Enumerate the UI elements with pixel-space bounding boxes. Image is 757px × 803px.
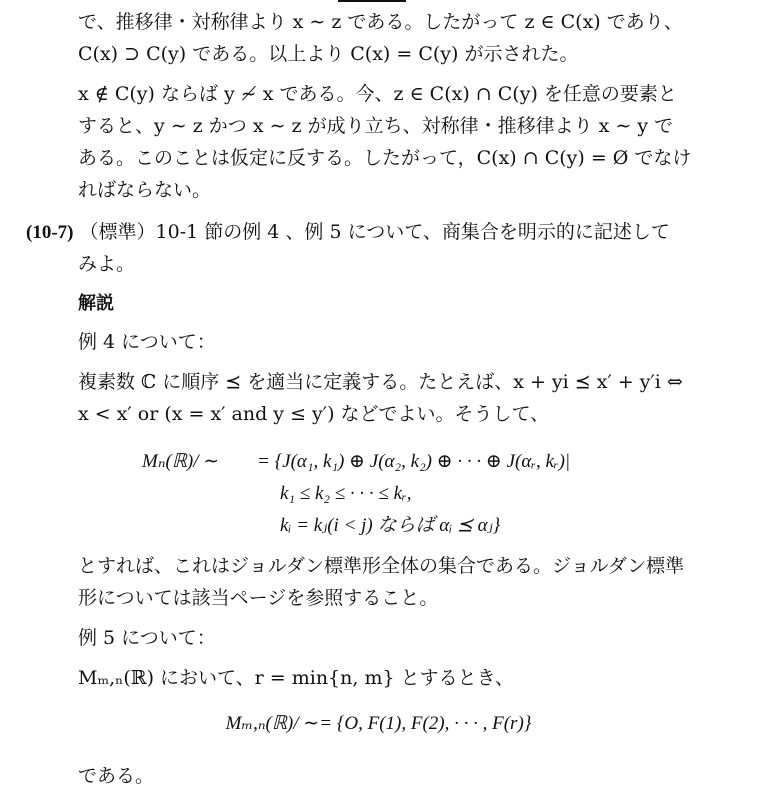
solution-heading: 解説 bbox=[78, 293, 114, 314]
text-line: ればならない。 bbox=[78, 179, 212, 201]
text-line: x < x′ or (x = x′ and y ≤ y′) などでよい。そうして、 bbox=[78, 403, 550, 425]
problem-text: （標準）10-1 節の例 4 、例 5 について、商集合を明示的に記述して bbox=[79, 221, 670, 243]
example5-body bbox=[78, 662, 708, 694]
eq1-row1: = {J(α₁, k₁) ⊕ J(α₂, k₂) ⊕ · · · ⊕ J(αᵣ, kᵣ)| bbox=[257, 451, 571, 472]
text-line: とすれば、これはジョルダン標準形全体の集合である。ジョルダン標準 bbox=[78, 555, 685, 577]
closing-paragraph bbox=[78, 760, 708, 792]
eq1-row2: k₁ ≤ k₂ ≤ · · · ≤ kᵣ, bbox=[280, 483, 412, 504]
eq1-lhs: Mₙ(ℝ)/ ∼ bbox=[142, 451, 220, 472]
text-line: Mₘ,ₙ(ℝ) において、r = min{n, m} とするとき、 bbox=[78, 667, 514, 689]
text-line: C(x) ⊃ C(y) である。以上より C(x) = C(y) が示された。 bbox=[78, 43, 579, 65]
proof-paragraph-2 bbox=[78, 78, 708, 206]
example4-body bbox=[78, 366, 708, 430]
closing-text: である。 bbox=[78, 765, 155, 787]
text-line: ある。このことは仮定に反する。したがって，C(x) ∩ C(y) = Ø でなけ bbox=[78, 147, 692, 169]
text-line: 複素数 ℂ に順序 ⪯ を適当に定義する。たとえば、x + yi ⪯ x′ + y′i ⇔ bbox=[78, 371, 683, 393]
example4-label: 例 4 について： bbox=[78, 331, 216, 353]
example4-section bbox=[78, 326, 708, 358]
text-line: で、推移律・対称律より x ∼ z である。したがって z ∈ C(x) であり、 bbox=[78, 11, 683, 33]
proof-paragraph-1 bbox=[78, 6, 708, 70]
text-line: 形については該当ページを参照すること。 bbox=[78, 587, 439, 609]
text-line: x ∉ C(y) ならば y ≁ x である。今、z ∈ C(x) ∩ C(y) を任意の要素と bbox=[78, 83, 677, 105]
after-equation-paragraph bbox=[78, 550, 708, 614]
problem-number: (10-7) bbox=[26, 222, 74, 243]
problem-10-7 bbox=[26, 216, 716, 280]
quotient-set-equation-2: Mₘ,ₙ(ℝ)/ ∼= {O, F(1), F(2), · · · , F(r)} bbox=[225, 713, 532, 734]
quotient-set-equation-1 bbox=[142, 446, 702, 542]
text-line: すると、y ∼ z かつ x ∼ z が成り立ち、対称律・推移律より x ∼ y で bbox=[78, 115, 674, 137]
top-rule bbox=[338, 0, 406, 2]
problem-text-cont: みよ。 bbox=[78, 253, 136, 275]
example5-section bbox=[78, 622, 708, 654]
eq1-row3: kᵢ = kⱼ(i < j) ならば αᵢ ⪯ αⱼ} bbox=[280, 515, 501, 536]
example5-label: 例 5 について： bbox=[78, 627, 216, 649]
